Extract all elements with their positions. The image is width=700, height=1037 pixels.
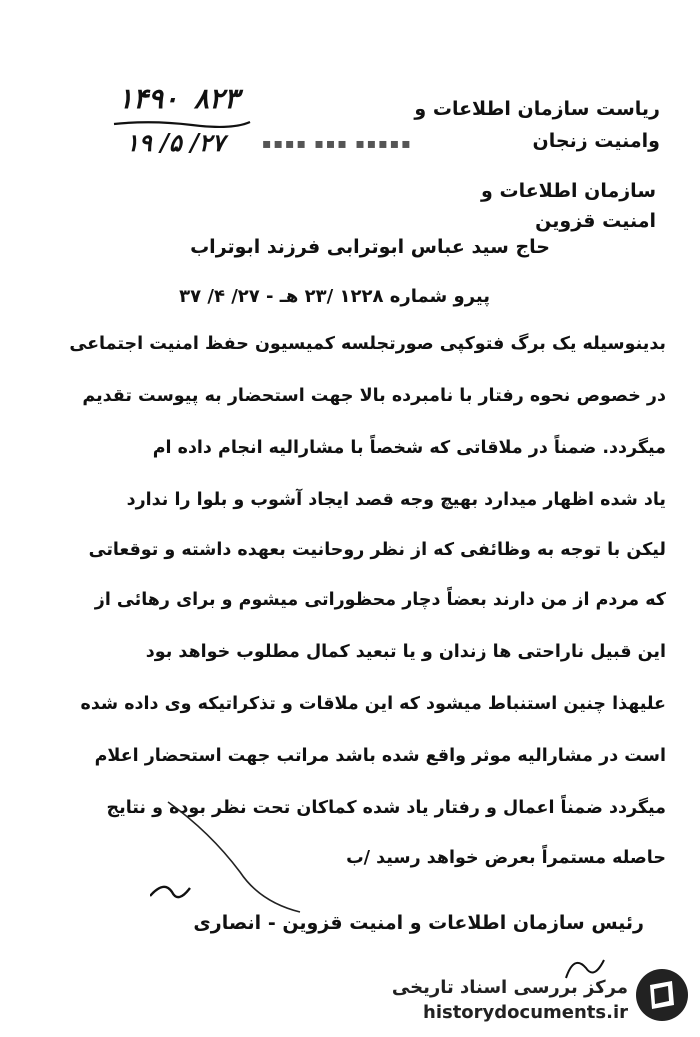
recipient-line-2: وامنیت زنجان bbox=[532, 130, 660, 152]
watermark bbox=[392, 977, 628, 1023]
recipient-line-1: ریاست سازمان اطلاعات و bbox=[414, 98, 660, 120]
body-line-5: لیکن با توجه به وظائفی که از نظر روحانیت بعهده داشته و توقعاتی bbox=[88, 540, 666, 560]
handwritten-number bbox=[118, 82, 239, 115]
body-line-2: در خصوص نحوه رفتار با نامبرده بالا جهت استحضار به پیوست تقدیم bbox=[82, 386, 666, 406]
handwritten-number-1: ۱۴۹۰ bbox=[118, 82, 179, 115]
body-line-1: بدینوسیله یک برگ فتوکپی صورتجلسه کمیسیون حفظ امنیت اجتماعی bbox=[69, 334, 666, 354]
redacted-marks: ▪▪▪▪ ▪▪▪ ▪▪▪▪▪ bbox=[262, 136, 413, 152]
archive-logo-icon bbox=[634, 967, 690, 1023]
body-line-7: این قبیل ناراحتی ها زندان و یا تبعید کمال مطلوب خواهد بود bbox=[145, 642, 666, 662]
body-line-10: میگردد ضمناً اعمال و رفتار یاد شده کماکان تحت نظر بوده و نتایج bbox=[106, 798, 666, 818]
signature-line: رئیس سازمان اطلاعات و امنیت قزوین - انصاری bbox=[193, 912, 644, 934]
handwritten-number-2: ۸۲۳ bbox=[193, 82, 240, 115]
sender-line-1: سازمان اطلاعات و bbox=[481, 180, 656, 202]
body-line-11: حاصله مستمراً بعرض خواهد رسید /ب bbox=[346, 848, 666, 868]
signature-scribble bbox=[150, 792, 330, 922]
body-line-4: یاد شده اظهار میدارد بهیچ وجه قصد ایجاد آشوب و بلوا را ندارد bbox=[126, 490, 666, 510]
body-line-8: علیهذا چنین استنباط میشود که این ملاقات و تذکراتیکه وی داده شده bbox=[80, 694, 666, 714]
watermark-url: historydocuments.ir bbox=[423, 1002, 628, 1023]
body-line-6: که مردم از من دارند بعضاً دچار محظوراتی میشوم و برای رهائی از bbox=[94, 590, 666, 610]
reference-line: پیرو شماره ۱۲۲۸ /۲۳ هـ - ۲۷/ ۴/ ۳۷ bbox=[179, 286, 490, 307]
subject-line: حاج سید عباس ابوترابی فرزند ابوتراب bbox=[190, 236, 550, 258]
body-line-3: میگردد. ضمناً در ملاقاتی که شخصاً با مشارالیه انجام داده ام bbox=[152, 438, 666, 458]
body-line-9: است در مشارالیه موثر واقع شده باشد مراتب جهت استحضار اعلام bbox=[94, 746, 666, 766]
handwritten-date: ۲۷/ ۵/ ۱۹ bbox=[126, 128, 225, 157]
watermark-text: مرکز بررسی اسناد تاریخی bbox=[391, 977, 628, 998]
sender-line-2: امنیت قزوین bbox=[535, 210, 656, 232]
